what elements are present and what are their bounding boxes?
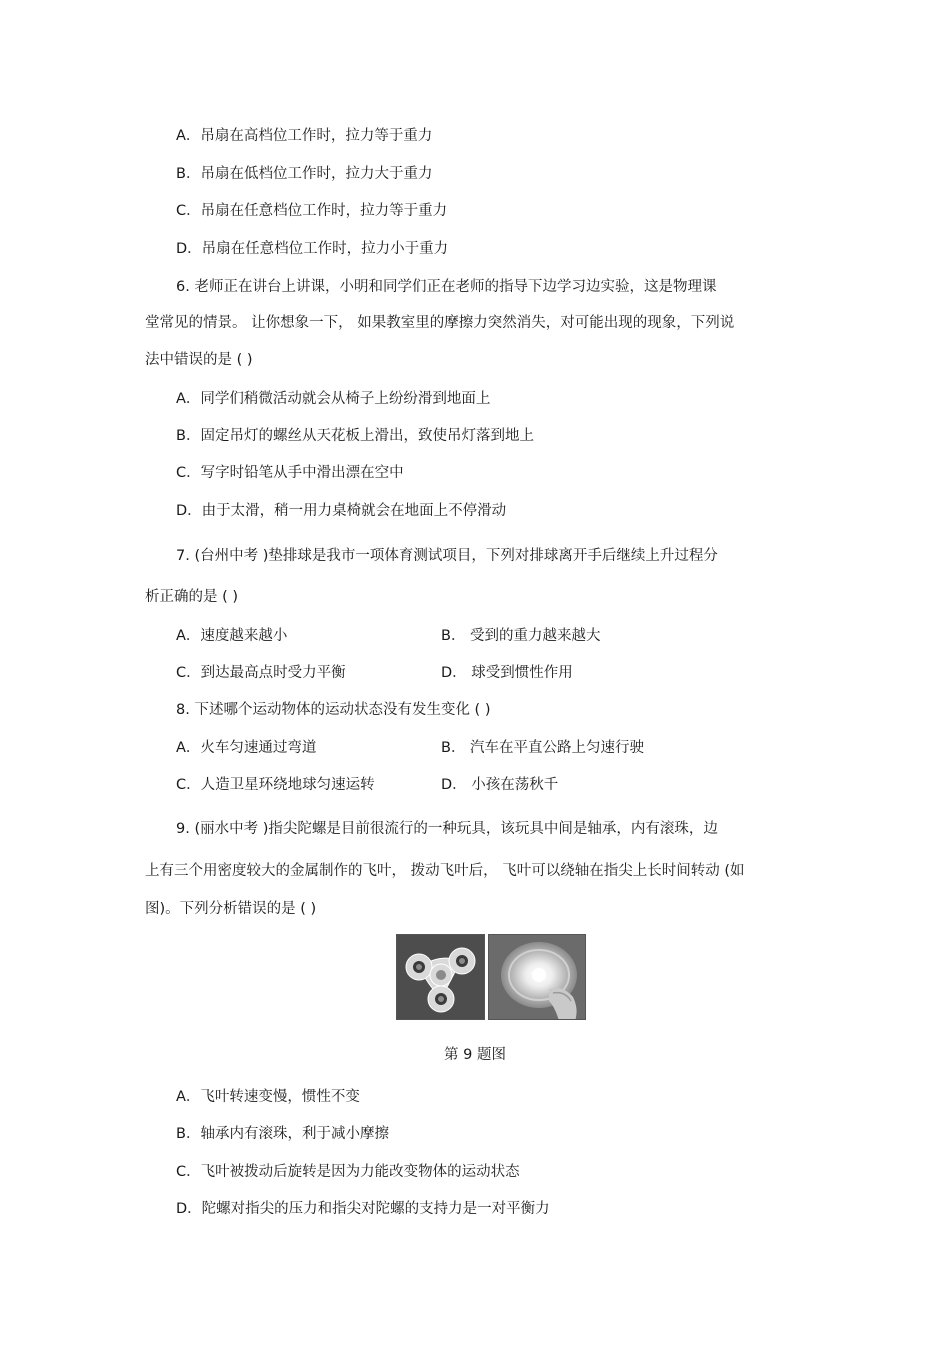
q8-option-a: A．火车匀速通过弯道 (176, 740, 317, 756)
q9-option-c: C．飞叶被拨动后旋转是因为力能改变物体的运动状态 (176, 1164, 520, 1180)
q9-option-d: D．陀螺对指尖的压力和指尖对陀螺的支持力是一对平衡力 (176, 1201, 550, 1217)
q9-stem-line-2: 上有三个用密度较大的金属制作的飞叶， 拨动飞叶后， 飞叶可以绕轴在指尖上长时间转动 (如 (145, 863, 745, 879)
q6-option-d: D．由于太滑，稍一用力桌椅就会在地面上不停滑动 (176, 503, 507, 519)
q9-stem-line-3: 图)。下列分析错误的是 ( ) (145, 901, 317, 917)
fidget-spinner-drawing (397, 935, 485, 1020)
q6-option-c: C．写字时铅笔从手中滑出漂在空中 (176, 465, 404, 481)
q6-option-b: B．固定吊灯的螺丝从天花板上滑出，致使吊灯落到地上 (176, 428, 534, 444)
q9-option-a: A．飞叶转速变慢，惯性不变 (176, 1089, 360, 1105)
q5-option-c: C．吊扇在任意档位工作时，拉力等于重力 (176, 203, 448, 219)
q6-stem-line-2: 堂常见的情景。 让你想象一下， 如果教室里的摩擦力突然消失，对可能出现的现象，下列说 (145, 315, 735, 331)
fidget-spinner-photo (396, 934, 485, 1020)
q9-stem-line-1: 9. (丽水中考 )指尖陀螺是目前很流行的一种玩具，该玩具中间是轴承，内有滚珠，边 (176, 821, 718, 837)
q6-stem-line-1: 6. 老师正在讲台上讲课，小明和同学们正在老师的指导下边学习边实验，这是物理课 (176, 279, 717, 295)
q9-figure (396, 934, 586, 1020)
q7-option-a: A．速度越来越小 (176, 628, 288, 644)
q8-option-b: B． 汽车在平直公路上匀速行驶 (441, 740, 645, 756)
q7-option-d: D． 球受到惯性作用 (441, 665, 573, 681)
spinning-on-finger-photo (488, 934, 586, 1020)
q8-stem: 8. 下述哪个运动物体的运动状态没有发生变化 ( ) (176, 702, 491, 718)
q5-option-d: D．吊扇在任意档位工作时，拉力小于重力 (176, 241, 449, 257)
spinning-spinner-drawing (489, 935, 586, 1020)
q6-option-a: A．同学们稍微活动就会从椅子上纷纷滑到地面上 (176, 391, 491, 407)
q9-figure-caption: 第 9 题图 (444, 1047, 506, 1063)
q5-option-a: A．吊扇在高档位工作时，拉力等于重力 (176, 128, 433, 144)
q8-option-d: D． 小孩在荡秋千 (441, 777, 559, 793)
q6-stem-line-3: 法中错误的是 ( ) (145, 352, 253, 368)
q7-option-b: B． 受到的重力越来越大 (441, 628, 601, 644)
q9-option-b: B．轴承内有滚珠，利于减小摩擦 (176, 1126, 389, 1142)
q7-stem-line-1: 7. (台州中考 )垫排球是我市一项体育测试项目，下列对排球离开手后继续上升过程分 (176, 548, 718, 564)
q5-option-b: B．吊扇在低档位工作时，拉力大于重力 (176, 166, 433, 182)
q7-option-c: C．到达最高点时受力平衡 (176, 665, 346, 681)
q8-option-c: C．人造卫星环绕地球匀速运转 (176, 777, 375, 793)
q7-stem-line-2: 析正确的是 ( ) (145, 589, 239, 605)
